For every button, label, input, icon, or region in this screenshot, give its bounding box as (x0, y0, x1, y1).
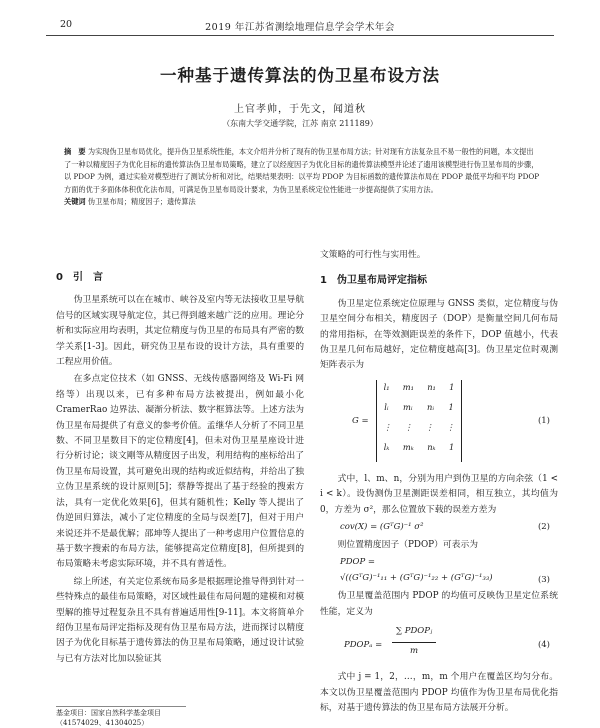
matrix-cell: m₁ (402, 381, 414, 392)
matrix-cell: lₖ (383, 441, 390, 452)
equation-1 (320, 378, 558, 466)
footnote-text: 基金项目：国家自然科学基金项目（41574029、41304025） (56, 709, 161, 727)
paper-title: 一种基于遗传算法的伪卫星布设方法 (160, 66, 440, 85)
intro-paragraph-3: 综上所述，有关定位系统布局多是根据理论推导得到针对一些特殊点的最佳布局策略，对区域性最佳布局问题的建模和对模型解的推导过程复杂且不具有普遍适用性[9-11]。本文将简单介绍伪卫星布局评定指标及现有伪卫星布局方法，进而探讨以精度因子为优化目标基于遗传算法的伪卫星布局策略，通过设计试验与已有方法对比加以验证其 (56, 576, 304, 664)
matrix-cell: ⋮ (446, 421, 455, 432)
continued-paragraph: 文策略的可行性与实用性。 (320, 250, 426, 260)
matrix-cell: 1 (449, 381, 455, 392)
fraction-bar (392, 642, 436, 643)
section1-paragraph-4: 伪卫星覆盖范围内 PDOP 的均值可反映伪卫星定位系统性能，定义为 (320, 591, 558, 617)
matrix-cell: mᵢ (403, 401, 413, 412)
page-number: 20 (60, 19, 73, 30)
authors: 上官孝帅，于先文，闻道秋 (234, 104, 366, 115)
equation-4-denominator: m (410, 646, 419, 657)
section1-paragraph-2: 式中，l、m、n，分别为用户到伪卫星的方向余弦（1 < i < k）。设伪测伪卫星测距误差相同，相互独立，其均值为 0，方差为 σ²，那么位置放下载的误差方差为 (320, 473, 558, 515)
matrix-cell: mₖ (402, 441, 414, 452)
equation-1-lhs: G = (352, 415, 369, 426)
abstract-block (64, 146, 540, 209)
equation-2-body: cov(X) = (GᵀG)⁻¹ σ² (340, 522, 424, 533)
intro-paragraph-1: 伪卫星系统可以在在城市、峡谷及室内等无法接收卫星导航信号的区域实现导航定位，其已得到越来越广泛的应用。理论分析和实际应用均表明，其定位精度与伪卫星的布局具有严密的数学关系[1-3]。因此，研究伪卫星布设的设计方法，具有重要的工程应用价值。 (56, 295, 304, 368)
running-header (46, 17, 554, 36)
matrix-cell: 1 (448, 401, 454, 412)
matrix-cell: lᵢ (384, 401, 389, 412)
right-column (320, 248, 558, 719)
section-heading-1: 1 伪卫星布局评定指标 (320, 275, 427, 287)
left-column (56, 248, 304, 669)
matrix-row (377, 380, 461, 396)
observation-matrix (376, 380, 462, 462)
matrix-row (377, 420, 461, 436)
keywords-label: 关键词 (64, 197, 86, 207)
section-heading-intro: 0 引 言 (56, 272, 103, 283)
equation-4-lhs: PDOPₐ = (344, 640, 383, 651)
equation-4 (320, 624, 558, 664)
matrix-cell: nᵢ (427, 401, 435, 412)
keywords-text: 伪卫星布局；精度因子；遗传算法 (87, 197, 196, 207)
matrix-cell: ⋮ (404, 421, 413, 432)
matrix-cell: ⋮ (383, 421, 392, 432)
matrix-row (377, 440, 461, 456)
matrix-cell: nₖ (427, 441, 436, 452)
abstract-text: 为实现伪卫星布局优化，提升伪卫星系统性能，本文介绍并分析了现有的伪卫星布局方法；针对现有方法复杂且不易一般性的问题，本文提出了一种以精度因子为优化目标的遗传算法伪卫星布局策略，建立了以经度因子为优化目标的遗传算法模型并论述了遗用该模型进行伪卫星布局的步骤，以 PDOP 为例，通过实验对模型进行了测试分析和对比，结果结果表明：以平均 PDOP 为目标函数的遗传算法布局在 PDOP 最低平均和平均 PDOP 方面的优于多面体体积优化法布局，可满足伪卫星布局设计要求，为伪卫星系统定位性能进一步提高提供了实用方法。 (64, 147, 540, 194)
section1-paragraph-1: 伪卫星定位系统定位原理与 GNSS 类似，定位精度与伪卫星空间分布相关，精度因子（DOP）是衡量空间几何布局的常用指标，在等效测距误差的条件下，DOP 值越小，代表伪卫星几何布局越好，定位精度越高[3]。伪卫星定位时观测矩阵表示为 (320, 298, 558, 371)
matrix-cell: ⋮ (425, 421, 434, 432)
abstract-label: 摘 要 (64, 147, 86, 156)
journal-title: 2019 年江苏省测绘地理信息学会学术年会 (205, 22, 395, 33)
matrix-cell: l₁ (383, 381, 390, 392)
equation-4-numerator: ∑ PDOPⱼ (396, 626, 433, 637)
equation-2 (320, 520, 558, 538)
section1-paragraph-5: 式中 j = 1，2，…，m，m 个用户在覆盖区均匀分布。本文以伪卫星覆盖范围内 PDOP 均值作为伪卫星布局优化指标，对基于遗传算法的伪卫星布局方法展开分析。 (320, 672, 558, 714)
equation-3 (320, 555, 558, 589)
equation-3-number: (3) (537, 575, 550, 586)
equation-4-number: (4) (537, 640, 550, 651)
affiliation: （东南大学交通学院，江苏 南京 211189） (222, 119, 378, 128)
equation-3-rhs: √((GᵀG)⁻¹₁₁ + (GᵀG)⁻¹₂₂ + (GᵀG)⁻¹₃₃) (340, 572, 493, 583)
section1-paragraph-3: 则位置精度因子（PDOP）可表示为 (337, 540, 479, 551)
intro-paragraph-2: 在多点定位技术（如 GNSS、无线传感器网络及 Wi-Fi 网络等）出现以来，已有多种布局方法被提出，例如最小化 CramerRao 边界法、凝渐分析法、数字框算法等。上述方法为伪卫星布局提供了有意义的参考价值。孟继华人分析了不同卫星数、不同卫星数目下的定位精度[4]，但未对伪卫星星座设计进行分析讨论；谈文剛等从精度因子出发，利用结构的座标给出了伪卫星布局设置，其可避免出现的结构或近似结构，并给出了独立伪卫星系统的设计原则[5]；蔡静等提出了基于经验的搜索方法，具有一定优化效果[6]，但其有随机性；Kelly 等人提出了伪逆回归算法，减小了定位精度的全局与误差[7]，但对于用户来说还并不是最优解；邵坤等人提出了一种考虑用户位置信息的基于数字搜索的布局方法，能够提高定位精度[8]，但所提到的布局策略未考虑实际环境，并不具有普适性。 (56, 374, 304, 570)
matrix-row (377, 400, 461, 416)
equation-1-number: (1) (537, 415, 550, 426)
matrix-cell: n₁ (427, 381, 436, 392)
matrix-cell: 1 (449, 441, 455, 452)
equation-3-lhs: PDOP = (340, 557, 376, 568)
equation-2-number: (2) (537, 522, 550, 533)
footnote (56, 706, 186, 728)
